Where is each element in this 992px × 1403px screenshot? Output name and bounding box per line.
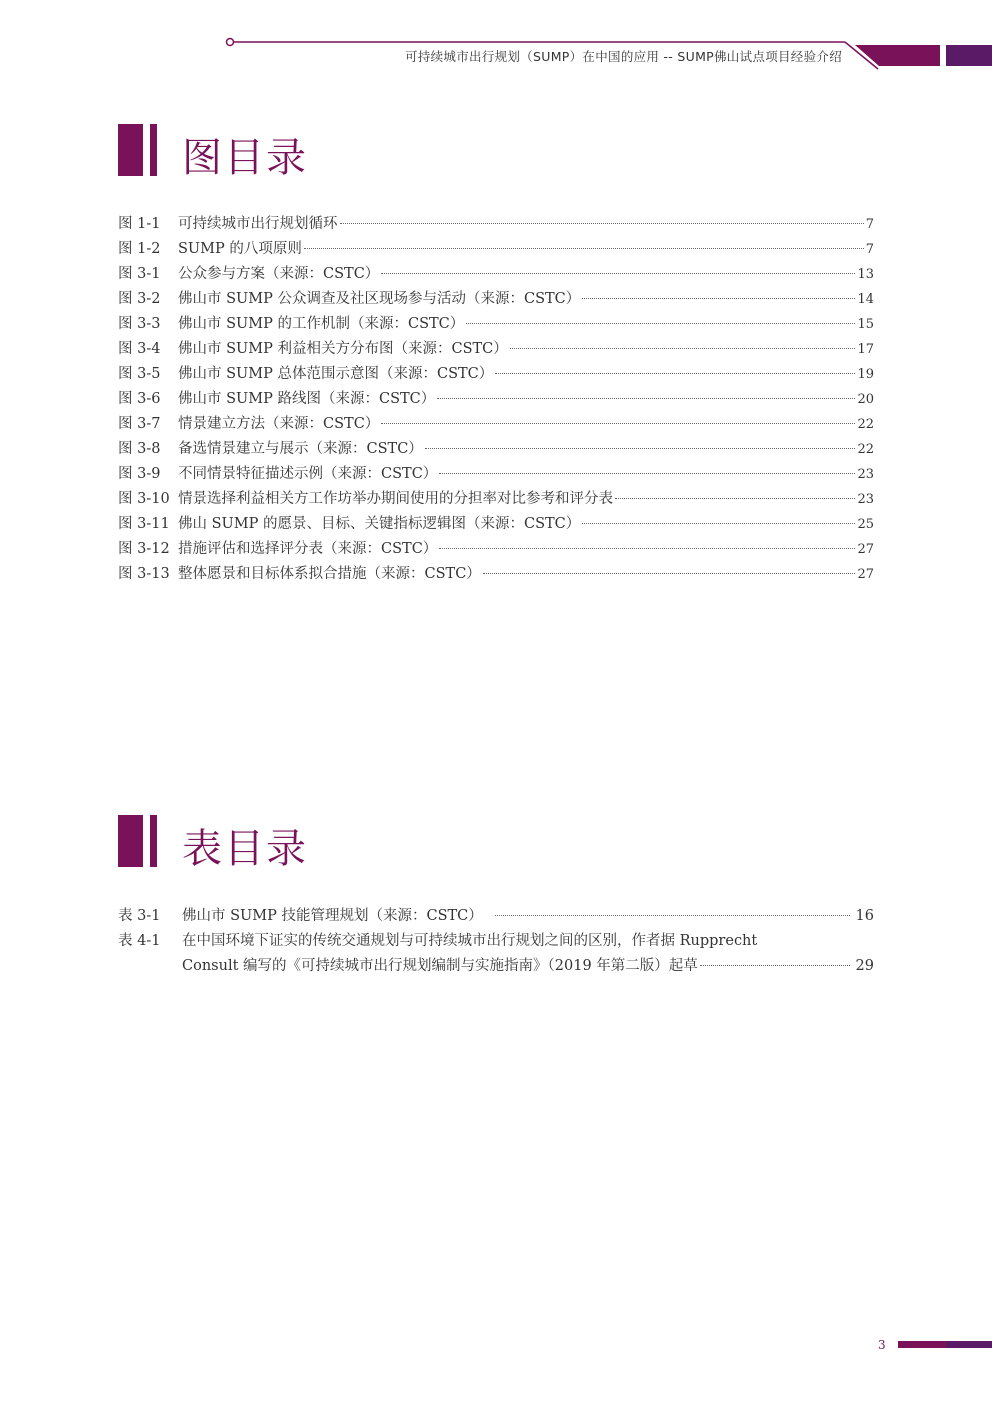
entry-label: 整体愿景和目标体系拟合措施（来源：CSTC） <box>178 566 481 582</box>
entry-label: 佛山市 SUMP 的工作机制（来源：CSTC） <box>178 316 465 332</box>
entry-page: 20 <box>857 392 874 407</box>
leader-dots <box>510 348 856 349</box>
figures-title: 图目录 <box>182 135 308 181</box>
leader-dots <box>495 915 850 916</box>
entry-number: 图 3-12 <box>118 541 170 557</box>
tables-title: 表目录 <box>182 826 308 872</box>
entry-number: 图 3-1 <box>118 266 161 282</box>
entry-number: 图 3-4 <box>118 341 161 357</box>
entry-label: 情景建立方法（来源：CSTC） <box>178 416 380 432</box>
figures-list <box>118 212 874 587</box>
entry-page: 25 <box>857 517 874 532</box>
entry-page: 19 <box>857 367 874 382</box>
table-entry[interactable] <box>118 904 874 929</box>
entry-page: 15 <box>857 317 874 332</box>
entry-number: 图 1-1 <box>118 216 161 232</box>
entry-label: 情景选择利益相关方工作坊举办期间使用的分担率对比参考和评分表 <box>178 491 613 507</box>
header-decoration <box>0 0 992 80</box>
entry-number: 表 4-1 <box>118 933 161 949</box>
leader-dots <box>700 965 850 966</box>
entry-page: 7 <box>865 242 874 257</box>
leader-dots <box>582 298 855 299</box>
entry-number: 图 3-13 <box>118 566 170 582</box>
figure-entry[interactable] <box>118 437 874 462</box>
entry-label: 佛山市 SUMP 技能管理规划（来源：CSTC） <box>182 908 483 924</box>
figure-entry[interactable] <box>118 362 874 387</box>
figure-entry[interactable] <box>118 562 874 587</box>
heading-bar-thick <box>118 815 143 867</box>
entry-page: 27 <box>857 567 874 582</box>
entry-page: 23 <box>857 467 874 482</box>
entry-page: 23 <box>857 492 874 507</box>
entry-page: 22 <box>857 442 874 457</box>
figure-entry[interactable] <box>118 212 874 237</box>
entry-label: 佛山 SUMP 的愿景、目标、关键指标逻辑图（来源：CSTC） <box>178 516 581 532</box>
entry-label: 不同情景特征描述示例（来源：CSTC） <box>178 466 438 482</box>
entry-label: 备选情景建立与展示（来源：CSTC） <box>178 441 423 457</box>
figure-entry[interactable] <box>118 462 874 487</box>
figure-entry[interactable] <box>118 537 874 562</box>
leader-dots <box>439 473 855 474</box>
leader-dots <box>304 248 864 249</box>
heading-bar-thin <box>150 124 157 176</box>
entry-page: 16 <box>855 908 874 924</box>
entry-label-line2-row <box>182 954 874 979</box>
entry-number: 图 3-11 <box>118 516 170 532</box>
leader-dots <box>340 223 864 224</box>
figure-entry[interactable] <box>118 412 874 437</box>
leader-dots <box>615 498 855 499</box>
leader-dots <box>483 573 856 574</box>
leader-dots <box>425 448 856 449</box>
entry-page: 7 <box>865 217 874 232</box>
leader-dots <box>381 273 855 274</box>
leader-dots <box>437 398 855 399</box>
footer-bar-dark <box>946 1341 992 1348</box>
entry-page: 29 <box>855 958 874 974</box>
entry-label: SUMP 的八项原则 <box>178 241 302 257</box>
entry-number: 图 3-10 <box>118 491 170 507</box>
entry-label-multiline <box>182 929 874 979</box>
entry-page: 14 <box>857 292 874 307</box>
leader-dots <box>439 548 855 549</box>
entry-page: 17 <box>857 342 874 357</box>
entry-number: 图 3-3 <box>118 316 161 332</box>
entry-page: 22 <box>857 417 874 432</box>
entry-label: 佛山市 SUMP 总体范围示意图（来源：CSTC） <box>178 366 494 382</box>
page-number: 3 <box>878 1338 886 1352</box>
figure-entry[interactable] <box>118 487 874 512</box>
leader-dots <box>582 523 855 524</box>
entry-number: 图 3-2 <box>118 291 161 307</box>
entry-label: 可持续城市出行规划循环 <box>178 216 338 232</box>
entry-number: 图 3-8 <box>118 441 161 457</box>
heading-bar-thick <box>118 124 143 176</box>
figure-entry[interactable] <box>118 262 874 287</box>
figure-entry[interactable] <box>118 287 874 312</box>
heading-bar-thin <box>150 815 157 867</box>
entry-label-line2: Consult 编写的《可持续城市出行规划编制与实施指南》（2019 年第二版）起草 <box>182 958 698 974</box>
entry-number: 图 3-7 <box>118 416 161 432</box>
figure-entry[interactable] <box>118 312 874 337</box>
figure-entry[interactable] <box>118 337 874 362</box>
entry-number: 图 3-9 <box>118 466 161 482</box>
figure-entry[interactable] <box>118 512 874 537</box>
table-entry[interactable] <box>118 929 874 979</box>
figure-entry[interactable] <box>118 387 874 412</box>
entry-number: 表 3-1 <box>118 908 161 924</box>
leader-dots <box>495 373 855 374</box>
entry-label: 佛山市 SUMP 利益相关方分布图（来源：CSTC） <box>178 341 508 357</box>
entry-label: 公众参与方案（来源：CSTC） <box>178 266 380 282</box>
entry-label-line1: 在中国环境下证实的传统交通规划与可持续城市出行规划之间的区别，作者据 Rupprecht <box>182 933 758 949</box>
footer-bar <box>898 1341 946 1348</box>
entry-page: 27 <box>857 542 874 557</box>
entry-page: 13 <box>857 267 874 282</box>
leader-dots <box>466 323 855 324</box>
entry-label: 佛山市 SUMP 公众调查及社区现场参与活动（来源：CSTC） <box>178 291 581 307</box>
tables-list <box>118 904 874 979</box>
entry-label: 措施评估和选择评分表（来源：CSTC） <box>178 541 438 557</box>
entry-number: 图 3-6 <box>118 391 161 407</box>
entry-label: 佛山市 SUMP 路线图（来源：CSTC） <box>178 391 436 407</box>
entry-number: 图 3-5 <box>118 366 161 382</box>
figure-entry[interactable] <box>118 237 874 262</box>
header-title: 可持续城市出行规划（SUMP）在中国的应用 -- SUMP佛山试点项目经验介绍 <box>405 49 842 64</box>
entry-number: 图 1-2 <box>118 241 161 257</box>
leader-dots <box>381 423 855 424</box>
